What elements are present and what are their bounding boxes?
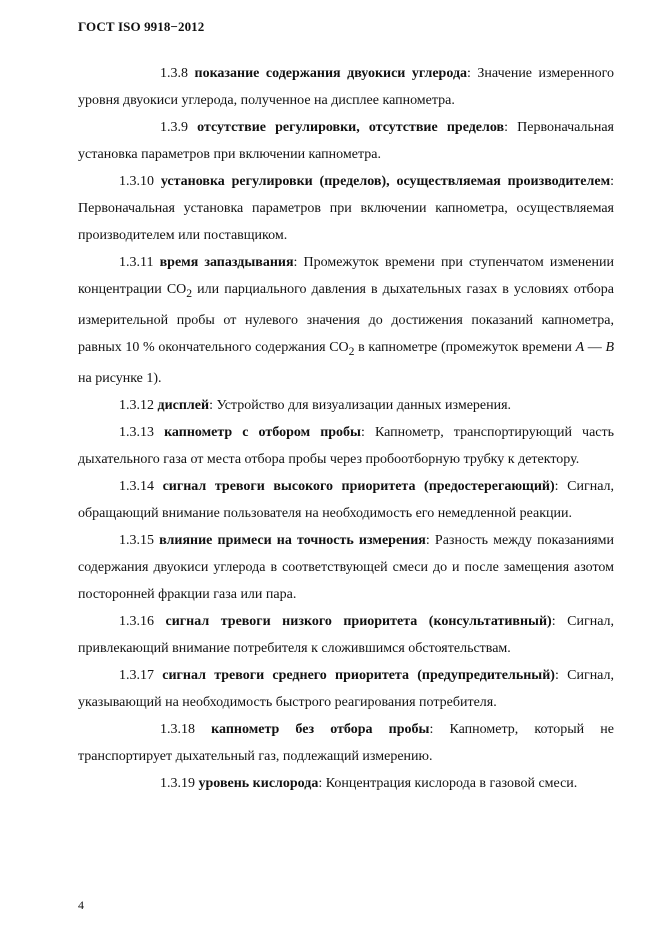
definition-1-3-13 (78, 419, 614, 473)
clause-number: 1.3.8 (160, 66, 188, 81)
clause-number: 1.3.16 (119, 613, 154, 629)
variable-b: B (605, 339, 615, 355)
definition-1-3-16 (78, 608, 614, 662)
term: время запаздывания (159, 255, 294, 270)
definition-text: : Капнометр, транспортирующий часть дыхательного газа от места отбора пробы через пробоотборную трубку к детектору. (78, 424, 614, 467)
clause-number: 1.3.11 (119, 255, 154, 270)
document-header: ГОСТ ISO 9918−2012 (78, 19, 205, 34)
term: капнометр с отбором пробы (164, 424, 361, 440)
clause-number: 1.3.9 (160, 120, 188, 135)
definition-text: : Сигнал, указывающий на необходимость быстрого реагирования потребителя. (78, 667, 615, 710)
definition-text: : Разность между показаниями содержания двуокиси углерода в соответствующей смеси до и после замещения азотом посторонней фракции газа или пара. (78, 532, 614, 602)
definition-1-3-11 (78, 249, 614, 392)
clause-number: 1.3.15 (119, 532, 154, 548)
clause-number: 1.3.12 (119, 397, 154, 413)
clause-number: 1.3.13 (119, 424, 154, 440)
definition-text-part-4: на рисунке 1). (78, 370, 162, 386)
page-number: 4 (78, 898, 84, 912)
definition-text: : Значение измеренного уровня двуокиси углерода, полученное на дисплее капнометра. (78, 66, 615, 108)
term: отсутствие регулировки, отсутствие пределов (197, 120, 505, 135)
clause-number: 1.3.19 (160, 775, 195, 791)
term: влияние примеси на точность измерения (159, 532, 426, 548)
term: уровень кислорода (198, 775, 319, 791)
definition-text: : Концентрация кислорода в газовой смеси. (318, 775, 578, 791)
subscript: 2 (348, 344, 355, 358)
definition-text-part-3: в капнометре (промежуток времени (354, 339, 576, 355)
definition-1-3-15 (78, 527, 614, 608)
clause-number: 1.3.10 (119, 174, 154, 189)
term: сигнал тревоги низкого приоритета (консультативный) (165, 613, 552, 629)
term: дисплей (157, 397, 210, 413)
definition-1-3-8 (78, 60, 614, 114)
term: сигнал тревоги среднего приоритета (предупредительный) (162, 667, 555, 683)
clause-number: 1.3.18 (160, 721, 195, 737)
dash: — (584, 339, 606, 355)
definition-1-3-19 (78, 770, 614, 797)
definition-text: : Первоначальная установка параметров при включении капнометра, осуществляемая производителем или поставщиком. (78, 174, 614, 243)
clause-number: 1.3.17 (119, 667, 154, 683)
definition-1-3-17 (78, 662, 614, 716)
definition-text: : Сигнал, обращающий внимание пользователя на необходимость его немедленной реакции. (78, 478, 615, 521)
definition-text: : Капнометр, который не транспортирует дыхательный газ, подлежащий измерению. (78, 721, 614, 764)
definition-text: : Первоначальная установка параметров при включении капнометра. (78, 120, 614, 162)
definition-1-3-14 (78, 473, 614, 527)
definition-1-3-10 (78, 168, 614, 249)
term: установка регулировки (пределов), осуществляемая производителем (160, 174, 611, 189)
term: капнометр без отбора пробы (211, 721, 430, 737)
definition-text: : Устройство для визуализации данных измерения. (209, 397, 512, 413)
definition-text-part-1: : Промежуток времени при ступенчатом изменении концентрации CO (78, 255, 614, 297)
definition-text-part-2: или парциального давления в дыхательных газах в условиях отбора измерительной пробы от нулевого значения до достижения показаний капнометра, равных 10 % окончательного содержания CO (78, 282, 615, 355)
definition-1-3-12 (78, 392, 614, 419)
term: показание содержания двуокиси углерода (194, 66, 468, 81)
subscript: 2 (186, 286, 193, 300)
variable-a: A (575, 339, 585, 355)
definition-text: : Сигнал, привлекающий внимание потребителя к сложившимся обстоятельствам. (78, 613, 615, 656)
definitions-section (78, 60, 614, 797)
clause-number: 1.3.14 (119, 478, 154, 494)
term: сигнал тревоги высокого приоритета (предостерегающий) (162, 478, 555, 494)
definition-1-3-18 (78, 716, 614, 770)
definition-1-3-9 (78, 114, 614, 168)
